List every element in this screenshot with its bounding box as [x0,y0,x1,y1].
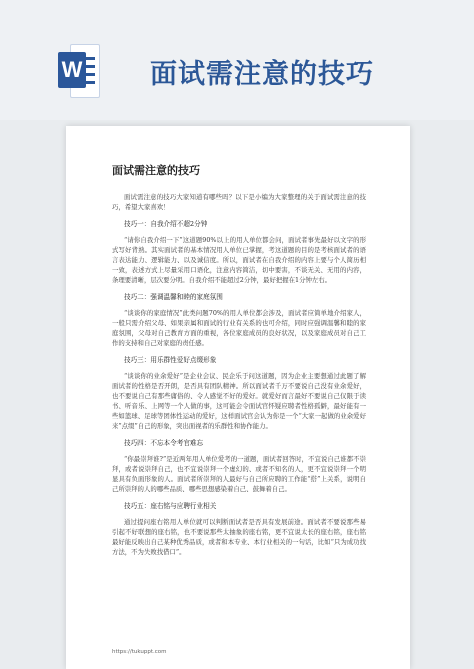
paragraph: 通过提问座右铭用人单位就可以判断面试者是否具有发展前途。面试者不要说那些易引起不好联想的座右铭，也不要说那些太抽象的座右铭，更不宜说太长的座右铭，座右铭最好能反映出自己某种优秀品质，或者和本专业、本行业相关的一句话，比如“只为成功找方法，不为失败找借口”。 [112,518,366,556]
paragraph: “你最崇拜谁?”是近两年用人单位爱考的一道题，面试者回答时，不宜说自己谁都不崇拜，或者说崇拜自己，也不宜说崇拜一个虚幻的、或者不知名的人，更不宜说崇拜一个明显具有负面形象的人。面试者所崇拜的人最好与自己所应聘的工作能“搭”上关系，说明自己所崇拜的人的哪些品质、哪些思想感染着自己、鼓舞着自己。 [112,455,366,493]
section-heading: 技巧二：强调温馨和睦的家庭氛围 [124,293,223,301]
footer-url: https://tukuppt.com [112,649,167,655]
document-title: 面试需注意的技巧 [112,164,200,177]
paragraph: “谈谈你的业余爱好”是企业会议、民企乐于问这道题，因为企业主要想通过此题了解面试者的性格是否开朗，是否具有团队精神。所以面试者千万不要说自己没有业余爱好，也不要说自己有那些庸俗的、令人感觉不好的爱好。就爱好而言最好不要说自己仅限于读书、听音乐、上网等一个人做的事，这可能会令面试官怀疑应聘者性格孤僻，最好能有一些如篮球、足球等团体性运动的爱好，这样面试官会认为你是一个“大家一起做的业余爱好来”点缀”自己的形象，突出面视者的乐群性和协作能力。 [112,372,366,430]
banner-title: 面试需注意的技巧 [150,59,374,90]
paragraph: “谈谈你的家庭情况”此类问题70%的用人单位都会涉及，面试者应简单地介绍家人，一般只需介绍父母、如果亲属和面试的行业有关系的也可介绍，同时应强调温馨和睦的家庭氛围，父母对自己教育方面的重视，各位家庭成员的良好状况，以及家庭成员对自己工作的支持和自己对家庭的责任感。 [112,309,366,347]
section-heading: 技巧五：座右铭与应聘行业相关 [124,502,217,510]
logo-letter: W [58,52,86,88]
document-page [66,126,410,669]
section-heading: 技巧四：不忘本令考官难忘 [124,439,204,447]
paragraph: 面试需注意的技巧大家知道有哪些吗？以下是小编为大家整理的关于面试需注意的技巧，希望大家喜欢！ [112,193,366,211]
section-heading: 技巧一：自我介绍不超2分钟 [124,220,208,228]
word-logo-icon [58,44,98,96]
paragraph: “请你自我介绍一下”这道题90%以上的用人单位都会问，面试者事先最好以文字的形式写好背熟。其实面试者的基本情况用人单位已掌握，考这道题的目的是考核面试者的语言表达能力、逻辑能力、以及诚信度。所以，面试者在自我介绍的内容上要与个人简历相一致，表述方式上尽量采用口语化，注意内容简洁，切中要害，不谈无关、无用的内容，条理要清晰，层次要分明。自我介绍不能超过2分钟，最好把握在1分钟左右。 [112,236,366,284]
section-heading: 技巧三：用乐群性爱好点缀形象 [124,356,217,364]
document-body [112,192,366,557]
document-content [112,162,366,564]
